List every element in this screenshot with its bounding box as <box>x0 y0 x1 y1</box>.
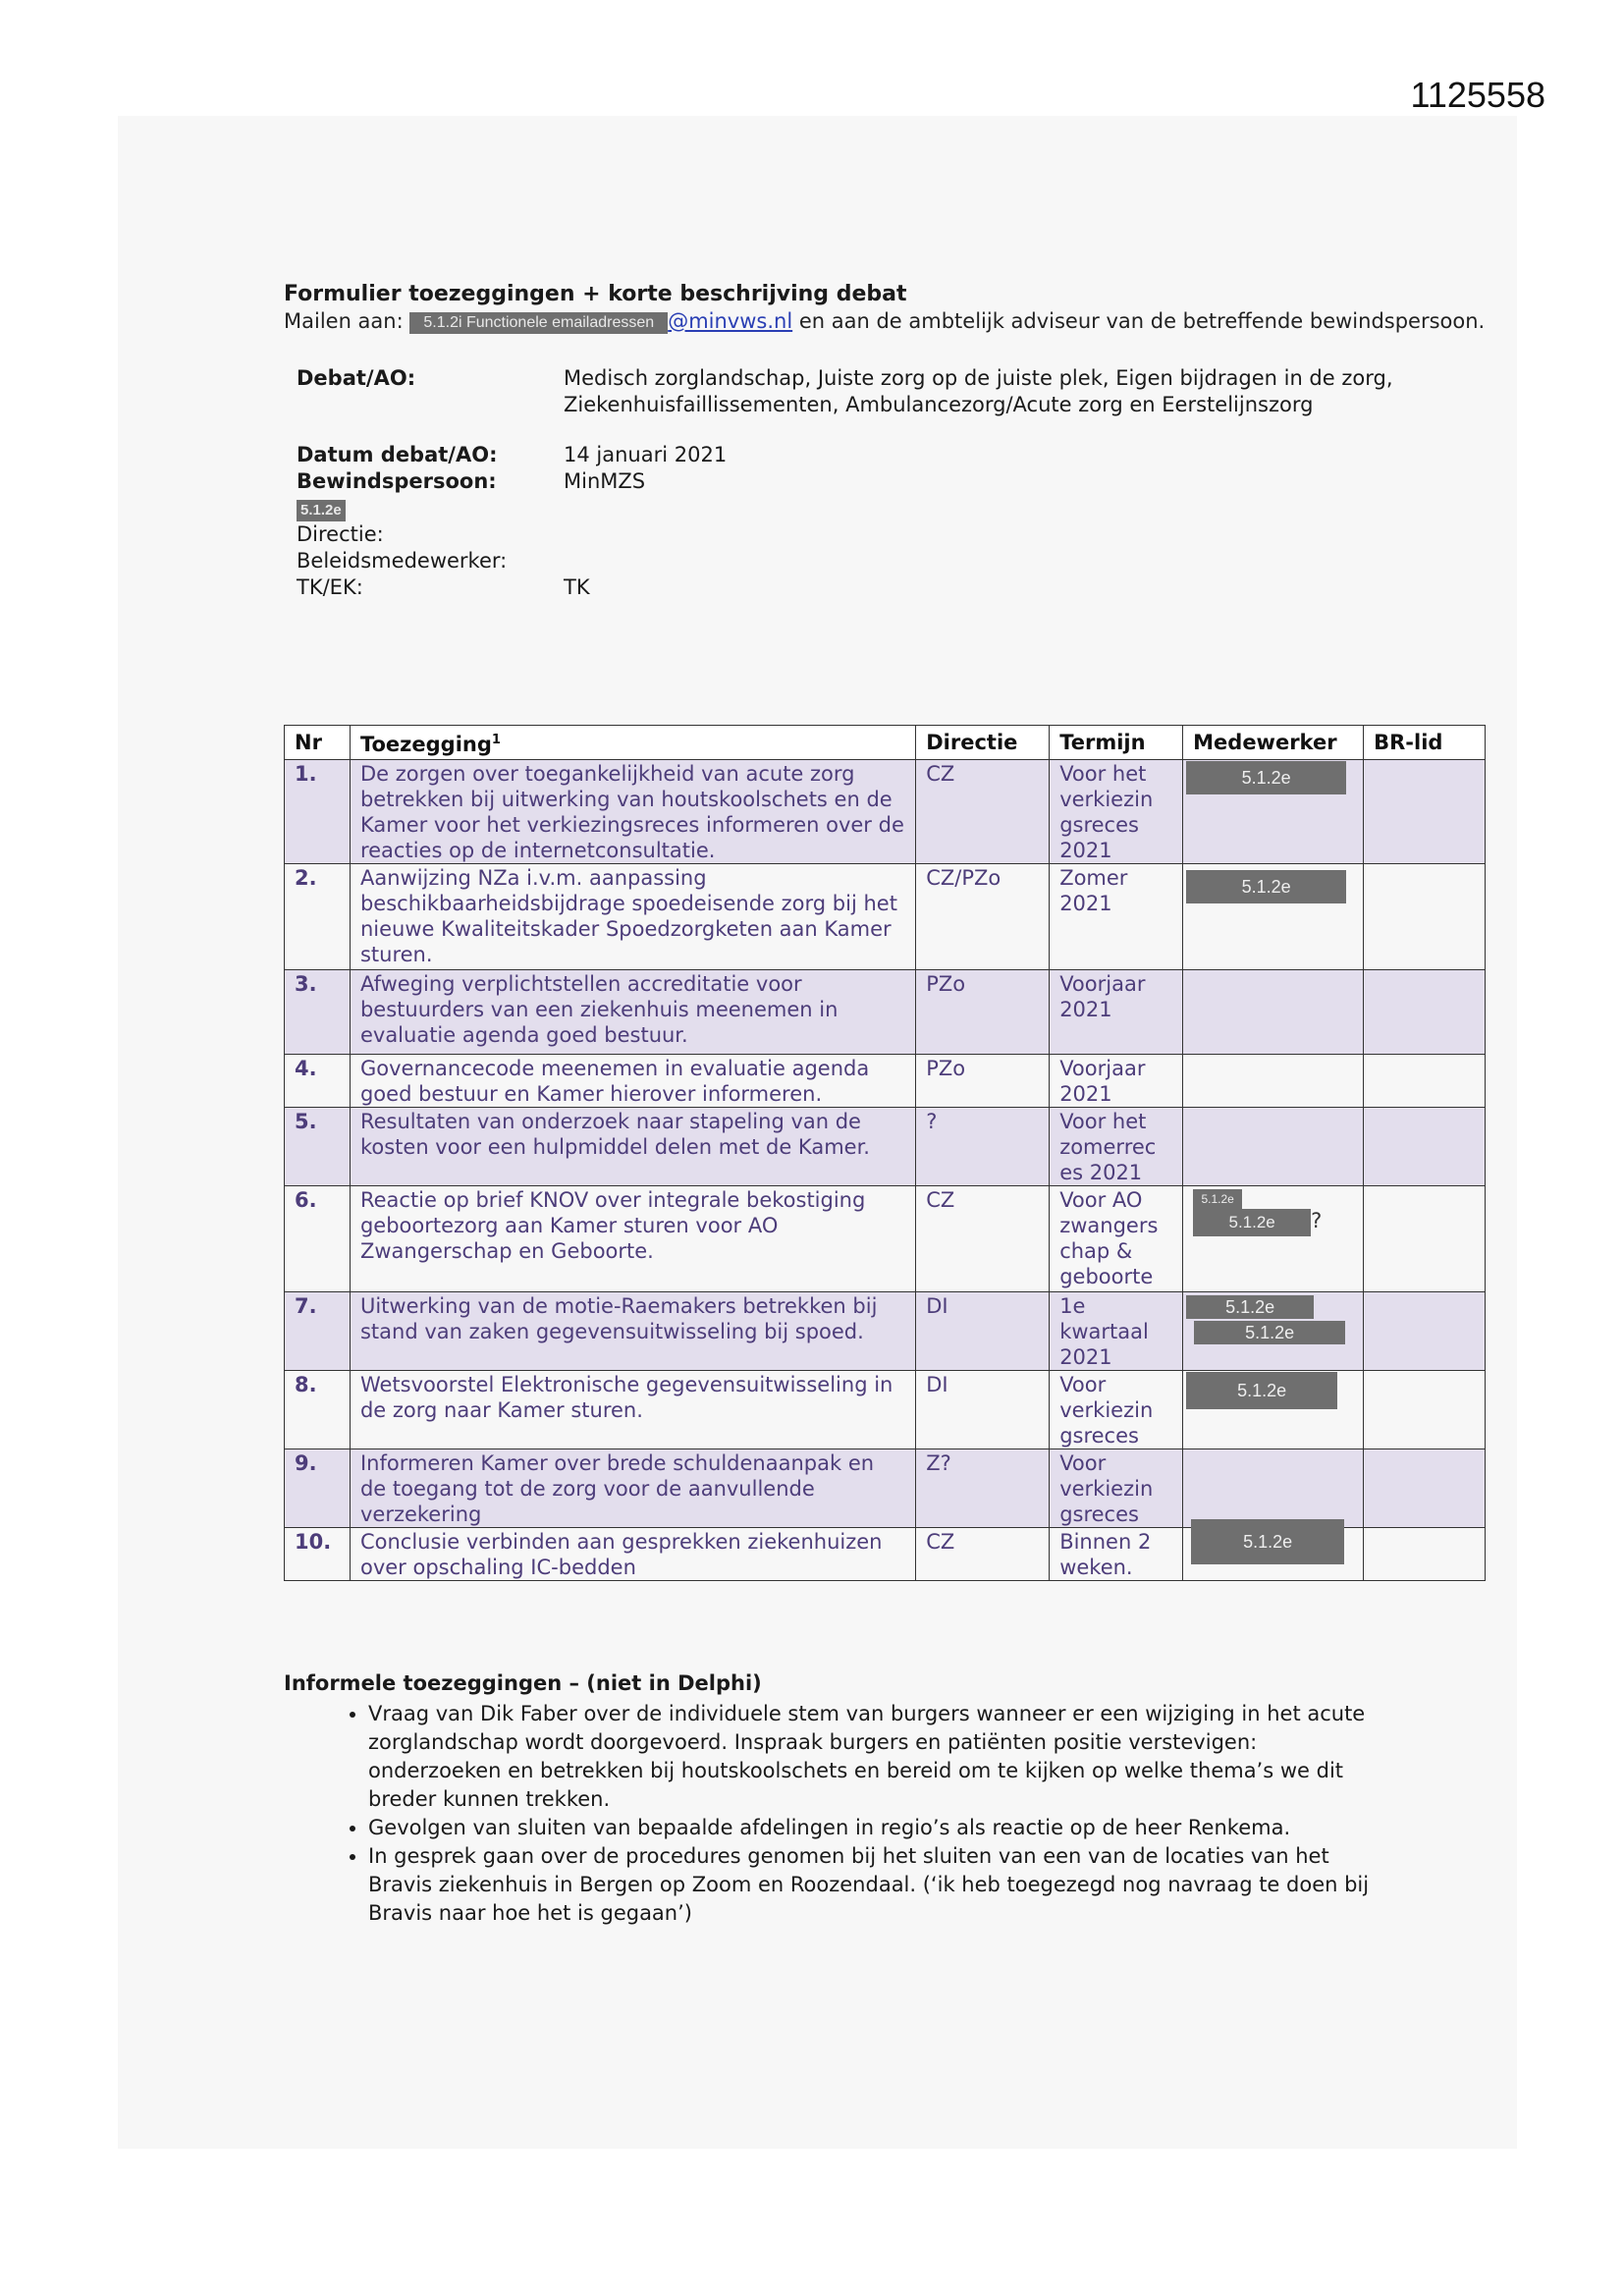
table-row: 2. Aanwijzing NZa i.v.m. aanpassing beschikbaarheidsbijdrage spoedeisende zorg bij het nieuwe Kwaliteitskader Spoedzorgketen aan Kamer sturen. CZ/PZo Zomer 2021 5.1.2e <box>285 864 1486 970</box>
mail-instruction <box>284 307 1487 336</box>
bewinds-redaction: 5.1.2e <box>297 500 346 521</box>
table-row: 4. Governancecode meenemen in evaluatie agenda goed bestuur en Kamer hierover informeren. PZo Voorjaar 2021 <box>285 1055 1486 1108</box>
datum-value: 14 januari 2021 <box>564 443 728 466</box>
medewerker-redaction: 5.1.2e <box>1186 870 1346 903</box>
table-row: 1. De zorgen over toegankelijkheid van acute zorg betrekken bij uitwerking van houtskoolschets en de Kamer voor het verkiezingsreces informeren over de reacties op de internetconsultatie. CZ Voor het verkiezin gsreces 2021 5.1.2e <box>285 760 1486 864</box>
informal-heading: Informele toezeggingen – (niet in Delphi) <box>284 1671 762 1695</box>
debat-label: Debat/AO: <box>297 366 416 390</box>
col-header-medewerker: Medewerker <box>1183 726 1364 760</box>
mail-suffix: en aan de ambtelijk adviseur van de betreffende bewindspersoon. <box>792 309 1486 333</box>
tkek-value: TK <box>564 575 590 599</box>
list-item: • In gesprek gaan over de procedures genomen bij het sluiten van een van de locaties van het Bravis ziekenhuis in Bergen op Zoom en Roozendaal. (‘ik heb toegezegd nog navraag te doen bij Bravis naar hoe het is gegaan’) <box>368 1842 1383 1928</box>
meta-row-tkek <box>297 574 1487 601</box>
table-row: 7. Uitwerking van de motie-Raemakers betrekken bij stand van zaken gegevensuitwisseling bij spoed. DI 1e kwartaal 2021 5.1.2e 5.1.2e <box>285 1292 1486 1371</box>
medewerker-redaction-small: 5.1.2e <box>1193 1189 1242 1209</box>
meta-row-debat <box>297 365 1487 418</box>
table-row: 6. Reactie op brief KNOV over integrale bekostiging geboortezorg aan Kamer sturen voor AO Zwangerschap en Geboorte. CZ Voor AO zwangers chap & geboorte 5.1.2e 5.1.2e ? <box>285 1186 1486 1292</box>
medewerker-redaction-2: 5.1.2e <box>1194 1321 1345 1344</box>
bewinds-label: Bewindspersoon: <box>297 469 497 493</box>
meta-row-datum <box>297 442 1487 468</box>
meta-row-redaction <box>297 495 1487 521</box>
table-row: 3. Afweging verplichtstellen accreditatie voor bestuurders van een ziekenhuis meenemen in evaluatie agenda goed bestuur. PZo Voorjaar 2021 <box>285 970 1486 1055</box>
medewerker-redaction: 5.1.2e <box>1186 1372 1337 1409</box>
form-header <box>284 281 1487 601</box>
col-header-brlid: BR-lid <box>1364 726 1486 760</box>
meta-row-directie <box>297 521 1487 548</box>
beleid-label: Beleidsmedewerker: <box>297 549 508 573</box>
col-header-toezegging: Toezegging$^1$ <box>350 726 915 760</box>
datum-label: Datum debat/AO: <box>297 443 498 466</box>
list-item: • Vraag van Dik Faber over de individuele stem van burgers wanneer er een wijziging in het acute zorglandschap wordt doorgevoerd. Inspraak burgers en patiënten positie verstevigen: onderzoeken en betrekken bij houtskoolschets en bereid om te kijken op welke thema’s we dit breder kunnen trekken. <box>368 1700 1383 1814</box>
medewerker-redaction: 5.1.2e <box>1186 1295 1314 1319</box>
medewerker-redaction: 5.1.2e <box>1191 1519 1344 1564</box>
form-title: Formulier toezeggingen + korte beschrijving debat <box>284 282 907 306</box>
medewerker-redaction: 5.1.2e <box>1193 1209 1311 1236</box>
table-header-row <box>285 726 1486 760</box>
directie-label: Directie: <box>297 522 384 546</box>
meta-row-bewinds <box>297 468 1487 495</box>
debat-value: Medisch zorglandschap, Juiste zorg op de juiste plek, Eigen bijdragen in de zorg, Ziekenhuisfaillissementen, Ambulancezorg/Acute zorg en Eerstelijnszorg <box>564 366 1393 416</box>
medewerker-redaction: 5.1.2e <box>1186 761 1346 794</box>
informal-list <box>284 1700 1383 1928</box>
col-header-nr: Nr <box>285 726 351 760</box>
table-row: 9. Informeren Kamer over brede schuldenaanpak en de toegang tot de zorg voor de aanvullende verzekering Z? Voor verkiezin gsreces <box>285 1449 1486 1528</box>
table-row: 5. Resultaten van onderzoek naar stapeling van de kosten voor een hulpmiddel delen met de Kamer. ? Voor het zomerrec es 2021 <box>285 1108 1486 1186</box>
col-header-termijn: Termijn <box>1050 726 1183 760</box>
email-domain-link[interactable]: @minvws.nl <box>668 309 793 333</box>
email-redaction: 5.1.2i Functionele emailadressen <box>409 312 668 334</box>
list-item: • Gevolgen van sluiten van bepaalde afdelingen in regio’s als reactie op de heer Renkema. <box>368 1814 1383 1842</box>
commitments-table <box>284 725 1486 1581</box>
bewinds-value: MinMZS <box>564 469 646 493</box>
meta-row-beleid <box>297 548 1487 574</box>
document-number: 1125558 <box>1410 75 1545 115</box>
table-row: 8. Wetsvoorstel Elektronische gegevensuitwisseling in de zorg naar Kamer sturen. DI Voor verkiezin gsreces 5.1.2e <box>285 1371 1486 1449</box>
debate-metadata <box>297 365 1487 601</box>
col-header-directie: Directie <box>916 726 1050 760</box>
informal-commitments <box>284 1669 1383 1928</box>
mail-prefix: Mailen aan: <box>284 309 404 333</box>
table-row: 10. Conclusie verbinden aan gesprekken ziekenhuizen over opschaling IC-bedden CZ Binnen 2 weken. 5.1.2e <box>285 1528 1486 1581</box>
tkek-label: TK/EK: <box>297 575 363 599</box>
